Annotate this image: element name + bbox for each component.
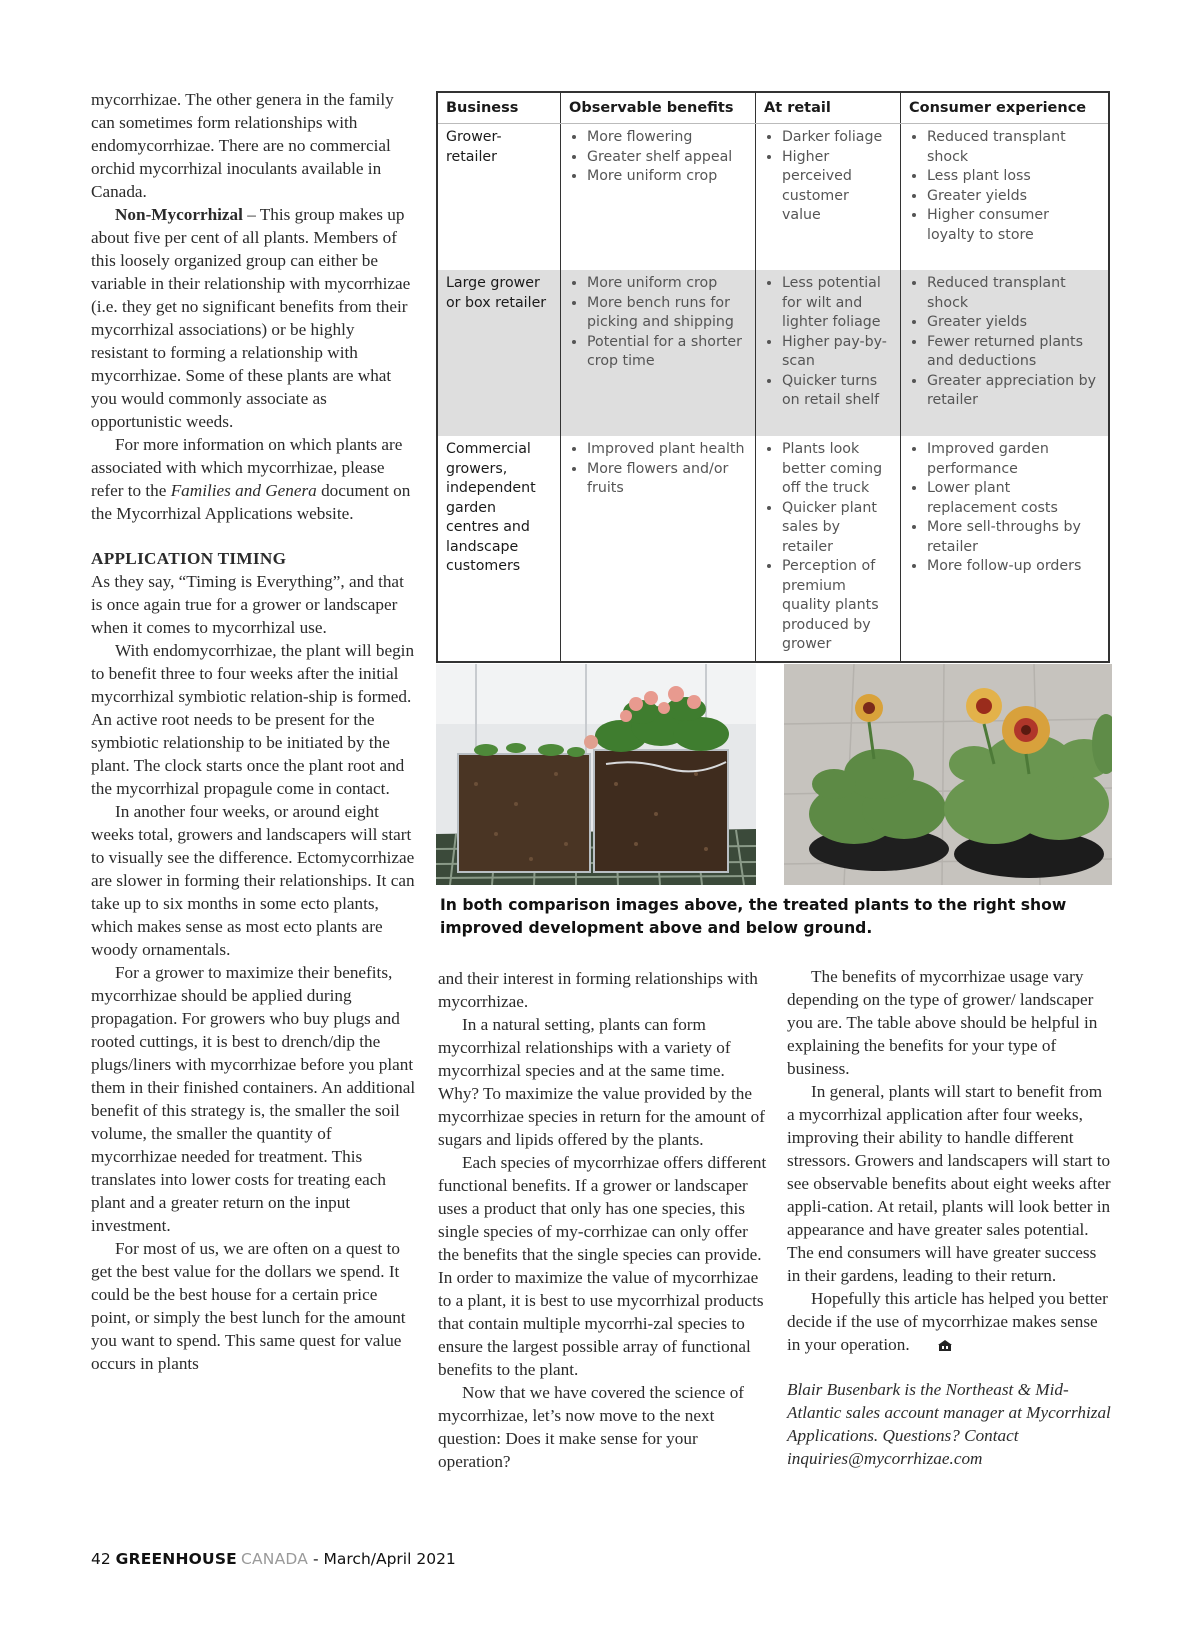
list-item: • Perception of premium quality plants produced by grower [782, 557, 892, 655]
cell-retail [756, 436, 901, 662]
cell-consumer [901, 436, 1110, 662]
list-item: • Fewer returned plants and deductions [927, 333, 1100, 372]
section-heading: APPLICATION TIMING [91, 549, 287, 568]
cell-consumer [901, 124, 1110, 271]
issue-date: - March/April 2021 [313, 1550, 456, 1568]
list-item: • Higher pay-by-scan [782, 333, 892, 372]
list-item: • Lower plant replacement costs [927, 479, 1100, 518]
list-item: • Greater yields [927, 187, 1100, 207]
list-item: • Reduced transplant shock [927, 274, 1100, 313]
article-column-2 [438, 967, 768, 1473]
document-title: Families and Genera [170, 481, 317, 500]
list-item: • Greater shelf appeal [587, 148, 747, 168]
cell-observable [561, 270, 756, 436]
list-item: • Quicker plant sales by retailer [782, 499, 892, 558]
paragraph: As they say, “Timing is Everything”, and that is once again true for a grower or landscaper when it comes to mycorrhizal use. [91, 572, 404, 637]
list-item: • More uniform crop [587, 167, 747, 187]
magazine-name: GREENHOUSE [115, 1550, 237, 1568]
list-item: • More bench runs for picking and shipping [587, 294, 747, 333]
potted-plants-illustration [784, 664, 1112, 885]
paragraph: With endomycorrhizae, the plant will begin to benefit three to four weeks after the initial mycorrhizal symbiotic relation-ship is formed. An active root needs to be present for the symbiotic relationship to be initiated by the plant. The clock starts once the plant root and the mycorrhizal propagule come in contact. [91, 641, 415, 798]
page-number: 42 [91, 1550, 111, 1568]
paragraph: In general, plants will start to benefit from a mycorrhizal application after four weeks, improving their ability to handle different stressors. Growers and landscapers will start to see observable benefits about eight weeks after appli-cation. At retail, plants will look better in appearance and have greater sales potential. The end consumers will have greater success in their gardens, leading to their return. [787, 1082, 1111, 1285]
list-item: • Greater yields [927, 313, 1100, 333]
paragraph-text: For more information on which plants are associated with which mycorrhizae, please refer to the [91, 435, 403, 500]
list-item: • Potential for a shorter crop time [587, 333, 747, 372]
author-byline: Blair Busenbark is the Northeast & Mid-Atlantic sales account manager at Mycorrhizal Applications. Questions? Contact inquiries@mycorrhizae.com [787, 1380, 1111, 1468]
list-item: • Less plant loss [927, 167, 1100, 187]
magazine-name-region: CANADA [240, 1550, 309, 1568]
paragraph: In a natural setting, plants can form mycorrhizal relationships with a variety of mycorrhizal species and at the same time. Why? To maximize the value provided by the mycorrhizae species in return for the amount of sugars and lipids offered by the plants. [438, 1015, 765, 1149]
list-item: • More flowering [587, 128, 747, 148]
greenhouse-end-mark-icon [914, 1334, 928, 1345]
soil-comparison-illustration [436, 664, 756, 885]
paragraph: and their interest in forming relationships with mycorrhizae. [438, 969, 758, 1011]
soil-comparison-photo [436, 664, 756, 885]
list-item: • Less potential for wilt and lighter foliage [782, 274, 892, 333]
paragraph-text: document on the Mycorrhizal Applications website. [91, 481, 411, 523]
table-header-row [437, 92, 1109, 124]
list-item: • Higher consumer loyalty to store [927, 206, 1100, 245]
list-item: • Plants look better coming off the truck [782, 440, 892, 499]
cell-observable [561, 124, 756, 271]
article-column-1 [91, 88, 416, 1375]
table-row [437, 436, 1109, 662]
page-footer [91, 1550, 456, 1568]
header-business: Business [437, 92, 561, 124]
article-column-3 [787, 965, 1112, 1470]
cell-business: Large grower or box retailer [437, 270, 561, 436]
list-item: • Greater appreciation by retailer [927, 372, 1100, 411]
paragraph: Each species of mycorrhizae offers different functional benefits. If a grower or landscaper uses a product that only has one species, this single species of my-corrhizae can only offer the benefits that the single species can provide. In order to maximize the value of mycorrhizae to a plant, it is best to use mycorrhizal products that contain multiple mycorrhi-zal species to ensure the largest possible array of functional benefits to the plant. [438, 1153, 767, 1379]
paragraph [787, 1287, 1112, 1356]
paragraph: The benefits of mycorrhizae usage vary depending on the type of grower/ landscaper you are. The table above should be helpful in explaining the benefits for your type of business. [787, 967, 1098, 1078]
list-item: • More uniform crop [587, 274, 747, 294]
paragraph [91, 203, 416, 433]
photo-caption: In both comparison images above, the treated plants to the right show improved development above and below ground. [440, 896, 1067, 937]
list-item: • Higher perceived customer value [782, 148, 892, 226]
benefits-table [436, 91, 1110, 663]
cell-observable [561, 436, 756, 662]
list-item: • More follow-up orders [927, 557, 1100, 577]
paragraph [91, 433, 416, 525]
list-item: • Improved plant health [587, 440, 747, 460]
term-non-mycorrhizal: Non-Mycorrhizal [115, 205, 243, 224]
list-item: • Darker foliage [782, 128, 892, 148]
potted-plants-comparison-photo [784, 664, 1112, 885]
list-item: • Reduced transplant shock [927, 128, 1100, 167]
paragraph: For most of us, we are often on a quest to get the best value for the dollars we spend. It could be the best house for a certain price point, or simply the best lunch for the amount you want to spend. This same quest for value occurs in plants [91, 1239, 406, 1373]
paragraph-text: – This group makes up about five per cent of all plants. Members of this loosely organized group can either be variable in their relationship with mycorrhizae (i.e. they get no significant benefits from their mycorrhizal associations) or be highly resistant to forming a relationship with mycorrhizae. Some of these plants are what you would commonly associate as opportunistic weeds. [91, 205, 411, 431]
cell-business: Commercial growers, independent garden centres and landscape customers [437, 436, 561, 662]
paragraph-text: Hopefully this article has helped you better decide if the use of mycorrhizae makes sense in your operation. [787, 1289, 1108, 1354]
paragraph: Now that we have covered the science of mycorrhizae, let’s now move to the next question: Does it make sense for your operation? [438, 1383, 745, 1471]
cell-retail [756, 270, 901, 436]
paragraph: For a grower to maximize their benefits, mycorrhizae should be applied during propagation. For growers who buy plugs and rooted cuttings, it is best to drench/dip the plugs/liners with mycorrhizae before you plant them in their finished containers. An additional benefit of this strategy is, the smaller the soil volume, the smaller the quantity of mycorrhizae needed for treatment. This translates into lower costs for treating each plant and a greater return on the input investment. [91, 963, 416, 1235]
header-retail: At retail [756, 92, 901, 124]
list-item: • Improved garden performance [927, 440, 1100, 479]
paragraph: mycorrhizae. The other genera in the family can sometimes form relationships with endomycorrhizae. There are no commercial orchid mycorrhizal inoculants available in Canada. [91, 90, 394, 201]
table-row [437, 124, 1109, 271]
paragraph: In another four weeks, or around eight weeks total, growers and landscapers will start to visually see the difference. Ectomycorrhizae are slower in forming their relationships. It can take up to six months in some ecto plants, which makes sense as most ecto plants are woody ornamentals. [91, 802, 415, 959]
cell-business: Grower-retailer [437, 124, 561, 271]
list-item: • More flowers and/or fruits [587, 460, 747, 499]
cell-consumer [901, 270, 1110, 436]
list-item: • Quicker turns on retail shelf [782, 372, 892, 411]
cell-retail [756, 124, 901, 271]
list-item: • More sell-throughs by retailer [927, 518, 1100, 557]
header-consumer: Consumer experience [901, 92, 1110, 124]
table-row [437, 270, 1109, 436]
header-observable: Observable benefits [561, 92, 756, 124]
